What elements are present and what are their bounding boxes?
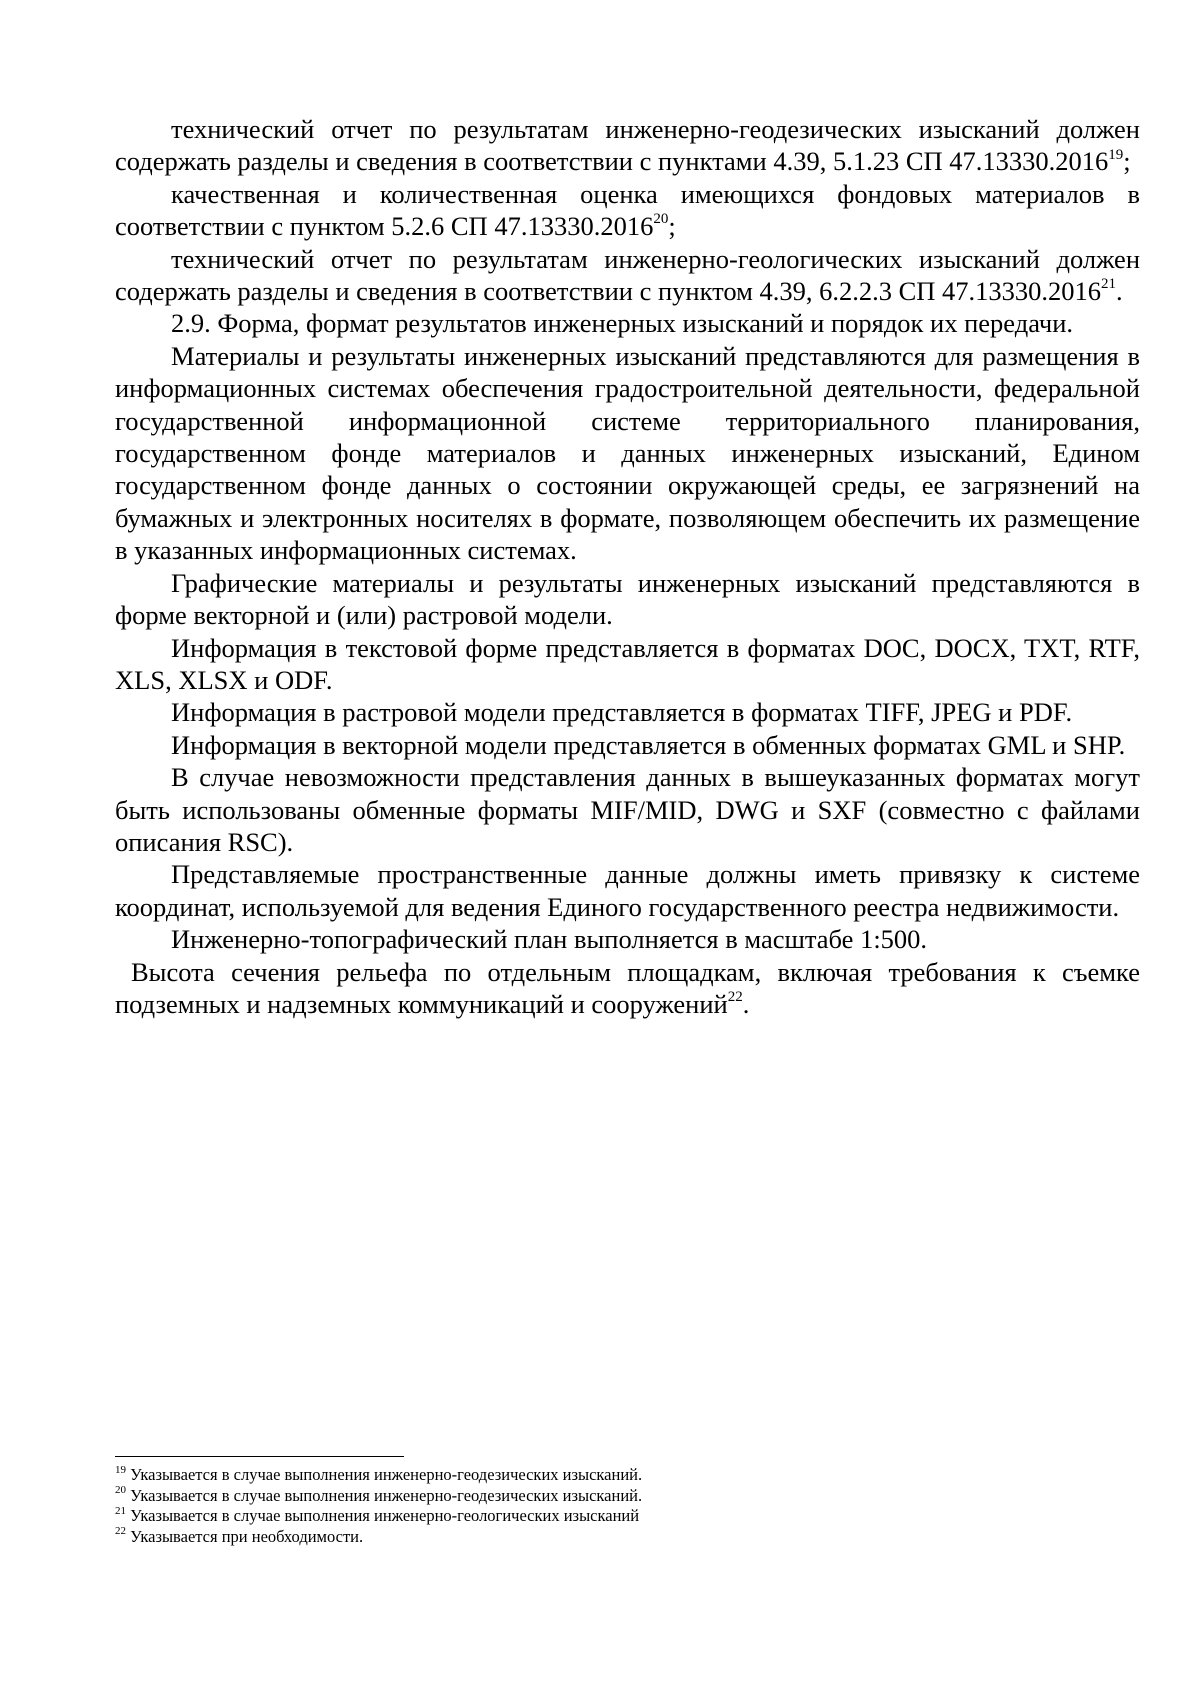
document-body — [115, 113, 1140, 1020]
paragraph-geodetic-report: технический отчет по результатам инженерно-геодезических изысканий должен содержать разделы и сведения в соответствии с пунктами 4.39, 5.1.23 СП 47.13330.2016$^{19}$; — [115, 114, 1140, 177]
footnote-19: $^{19}$ Указывается в случае выполнения инженерно-геодезических изысканий. — [115, 1463, 643, 1484]
section-heading-2-9: 2.9. Форма, формат результатов инженерных изысканий и порядок их передачи. — [171, 308, 1074, 339]
paragraph-plan-scale: Инженерно-топографический план выполняется в масштабе 1:500. — [171, 924, 928, 955]
paragraph-raster-formats: Информация в растровой модели представляется в форматах TIFF, JPEG и PDF. — [171, 697, 1073, 728]
footnote-21: $^{21}$ Указывается в случае выполнения инженерно-геологических изысканий — [115, 1504, 640, 1525]
paragraph-spatial-data: Представляемые пространственные данные должны иметь привязку к системе координат, используемой для ведения Единого государственного реестра недвижимости. — [115, 859, 1140, 922]
footnote-22: $^{22}$ Указывается при необходимости. — [115, 1525, 364, 1546]
paragraph-alternative-formats: В случае невозможности представления данных в вышеуказанных форматах могут быть использованы обменные форматы MIF/MID, DWG и SXF (совместно с файлами описания RSC). — [115, 762, 1140, 857]
paragraph-materials-placement: Материалы и результаты инженерных изысканий представляются для размещения в информационных системах обеспечения градостроительной деятельности, федеральной государственной информационной системе территориального планирования, государственном фонде материалов и данных инженерных изысканий, Едином государственном фонде данных о состоянии окружающей среды, ее загрязнений на бумажных и электронных носителях в формате, позволяющем обеспечить их размещение в указанных информационных системах. — [115, 340, 1140, 566]
footnote-ref-22: 22 — [727, 989, 743, 1006]
footnote-ref-20: 20 — [653, 211, 669, 228]
footnote-ref-21: 21 — [1101, 276, 1117, 293]
footnote-20: $^{20}$ Указывается в случае выполнения инженерно-геодезических изысканий. — [115, 1484, 643, 1505]
footnotes — [115, 1465, 1140, 1547]
paragraph-graphic-materials: Графические материалы и результаты инженерных изысканий представляются в форме векторной и (или) растровой модели. — [115, 567, 1140, 631]
paragraph-geological-report: технический отчет по результатам инженерно-геологических изысканий должен содержать разделы и сведения в соответствии с пунктом 4.39, 6.2.2.3 СП 47.13330.2016$^{21}$. — [115, 243, 1140, 307]
footnote-separator — [115, 1456, 404, 1457]
paragraph-fund-materials: качественная и количественная оценка имеющихся фондовых материалов в соответствии с пунктом 5.2.6 СП 47.13330.2016$^{20}$; — [115, 178, 1140, 242]
paragraph-vector-formats: Информация в векторной модели представляется в обменных форматах GML и SHP. — [171, 729, 1126, 760]
paragraph-relief-height: Высота сечения рельефа по отдельным площадкам, включая требования к съемке подземных и надземных коммуникаций и сооружений$^{22}$. — [115, 956, 1140, 1019]
paragraph-text-formats: Информация в текстовой форме представляется в форматах DOC, DOCX, TXT, RTF, XLS, XLSX и ODF. — [115, 632, 1140, 695]
footnote-ref-19: 19 — [1108, 146, 1124, 163]
